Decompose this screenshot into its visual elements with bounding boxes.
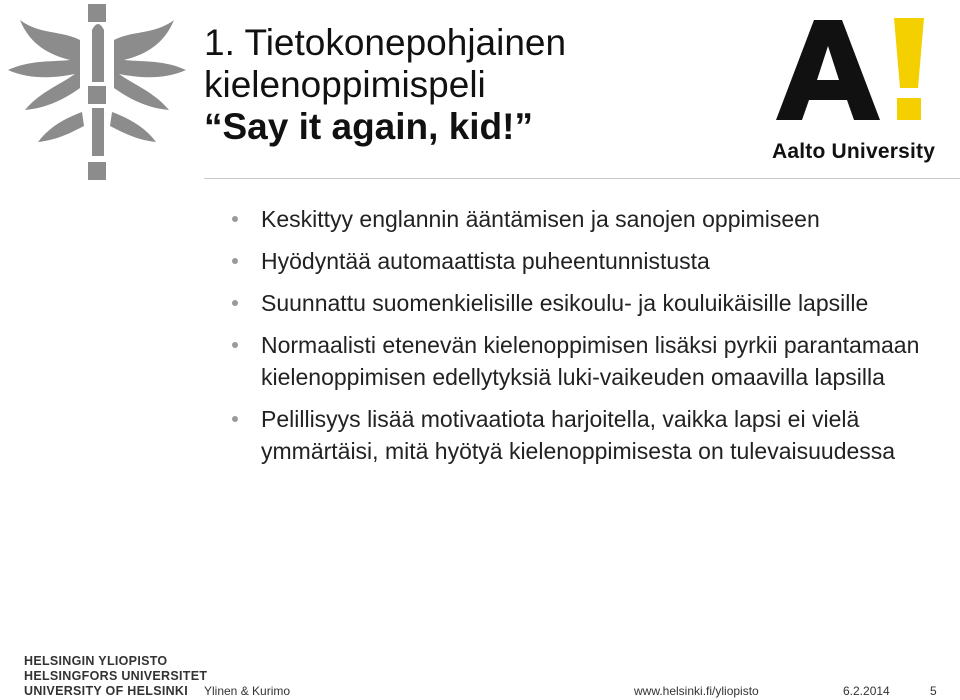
footer-page-number: 5 (930, 684, 937, 698)
bullet-text: Normaalisti etenevän kielenoppimisen lisäksi pyrkii parantamaan kielenoppimisen edellytyksiä luki-vaikeuden omaavilla lapsilla (261, 332, 920, 390)
aalto-university-name: Aalto University (772, 140, 936, 163)
slide-title (204, 22, 744, 148)
hy-logo-line-3: UNIVERSITY OF HELSINKI (24, 684, 189, 698)
footer-url: www.helsinki.fi/yliopisto (634, 684, 759, 698)
title-line-1: 1. Tietokonepohjainen (204, 22, 567, 63)
bullet-text: Suunnattu suomenkielisille esikoulu- ja kouluikäisille lapsille (261, 290, 869, 316)
bullet-text: Keskittyy englannin ääntämisen ja sanojen oppimiseen (261, 206, 820, 232)
header-divider (204, 178, 960, 179)
helsinki-flame-icon (0, 0, 200, 190)
bullet-dot-icon (232, 258, 238, 264)
title-line-3: “Say it again, kid!” (204, 106, 533, 147)
bullet-dot-icon (232, 416, 238, 422)
bullet-text: Hyödyntää automaattista puheentunnistusta (261, 248, 710, 274)
bullet-dot-icon (232, 342, 238, 348)
bullet-dot-icon (232, 300, 238, 306)
footer-date: 6.2.2014 (843, 684, 890, 698)
bullet-list (232, 203, 942, 477)
bullet-item (232, 403, 942, 467)
bullet-item (232, 329, 942, 393)
university-of-helsinki-logo (24, 654, 207, 699)
aalto-logo-icon (776, 16, 946, 124)
bullet-item (232, 203, 942, 235)
hy-logo-line-2: HELSINGFORS UNIVERSITET (24, 669, 208, 683)
bullet-item (232, 245, 942, 277)
footer-authors: Ylinen & Kurimo (204, 684, 291, 698)
bullet-text: Pelillisyys lisää motivaatiota harjoitella, vaikka lapsi ei vielä ymmärtäisi, mitä hyötyä kielenoppimisesta on tulevaisuudessa (261, 406, 896, 464)
bullet-dot-icon (232, 216, 238, 222)
title-line-2: kielenoppimispeli (204, 64, 486, 105)
bullet-item (232, 287, 942, 319)
hy-logo-line-1: HELSINGIN YLIOPISTO (24, 654, 168, 668)
